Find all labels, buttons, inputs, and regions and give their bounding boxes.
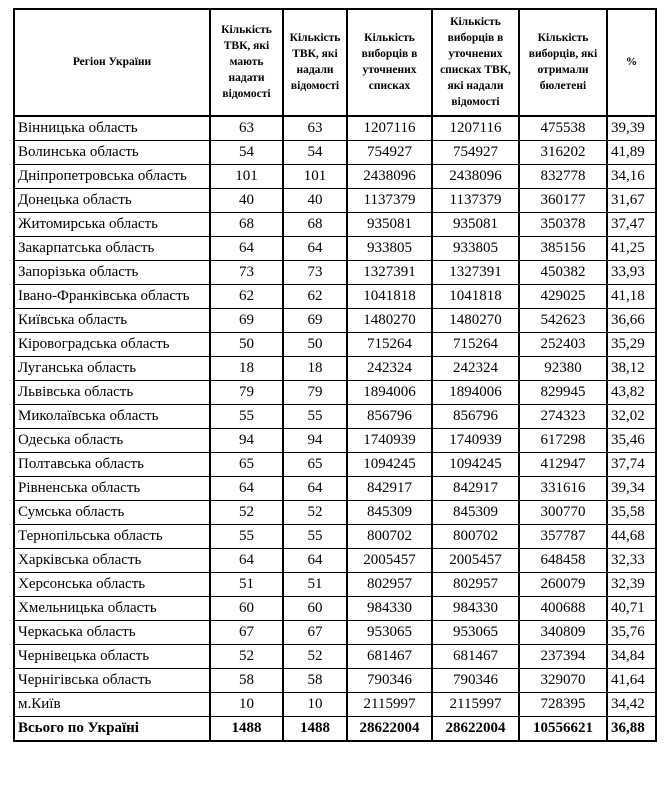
region-cell: Чернівецька область [14,644,210,668]
value-cell: 715264 [347,332,432,356]
value-cell: 802957 [432,572,519,596]
value-cell: 54 [210,140,283,164]
value-cell: 412947 [519,452,607,476]
value-cell: 41,25 [607,236,656,260]
value-cell: 18 [210,356,283,380]
value-cell: 52 [210,500,283,524]
value-cell: 31,67 [607,188,656,212]
value-cell: 92380 [519,356,607,380]
value-cell: 33,93 [607,260,656,284]
region-cell: Вінницька область [14,116,210,141]
value-cell: 34,16 [607,164,656,188]
value-cell: 34,84 [607,644,656,668]
value-cell: 984330 [432,596,519,620]
value-cell: 1488 [283,716,347,741]
value-cell: 39,34 [607,476,656,500]
value-cell: 790346 [432,668,519,692]
table-row [14,620,656,644]
value-cell: 1137379 [347,188,432,212]
value-cell: 51 [210,572,283,596]
value-cell: 1094245 [347,452,432,476]
value-cell: 2438096 [432,164,519,188]
value-cell: 39,39 [607,116,656,141]
region-cell: Запорізька область [14,260,210,284]
value-cell: 10 [210,692,283,716]
value-cell: 67 [283,620,347,644]
value-cell: 1094245 [432,452,519,476]
table-row [14,380,656,404]
value-cell: 36,66 [607,308,656,332]
region-cell: Херсонська область [14,572,210,596]
value-cell: 55 [283,524,347,548]
value-cell: 316202 [519,140,607,164]
value-cell: 329070 [519,668,607,692]
value-cell: 400688 [519,596,607,620]
value-cell: 18 [283,356,347,380]
value-cell: 40,71 [607,596,656,620]
value-cell: 37,47 [607,212,656,236]
value-cell: 802957 [347,572,432,596]
region-cell: Полтавська область [14,452,210,476]
value-cell: 35,76 [607,620,656,644]
value-cell: 54 [283,140,347,164]
value-cell: 715264 [432,332,519,356]
value-cell: 43,82 [607,380,656,404]
region-cell: Луганська область [14,356,210,380]
region-cell: Кіровоградська область [14,332,210,356]
value-cell: 242324 [432,356,519,380]
value-cell: 64 [210,236,283,260]
value-cell: 41,18 [607,284,656,308]
value-cell: 94 [283,428,347,452]
value-cell: 357787 [519,524,607,548]
table-row [14,572,656,596]
value-cell: 60 [283,596,347,620]
table-row [14,644,656,668]
table-row [14,236,656,260]
table-row [14,524,656,548]
value-cell: 51 [283,572,347,596]
column-header-tvk-reported: Кількість ТВК, які надали відомості [283,9,347,116]
value-cell: 845309 [347,500,432,524]
value-cell: 935081 [347,212,432,236]
table-row [14,596,656,620]
value-cell: 32,39 [607,572,656,596]
value-cell: 935081 [432,212,519,236]
value-cell: 1137379 [432,188,519,212]
value-cell: 10556621 [519,716,607,741]
region-cell: Хмельницька область [14,596,210,620]
value-cell: 429025 [519,284,607,308]
value-cell: 1480270 [432,308,519,332]
table-body [14,116,656,741]
region-cell: м.Київ [14,692,210,716]
value-cell: 260079 [519,572,607,596]
value-cell: 62 [210,284,283,308]
column-header-region: Регіон України [14,9,210,116]
value-cell: 41,64 [607,668,656,692]
value-cell: 44,68 [607,524,656,548]
value-cell: 1041818 [432,284,519,308]
column-header-voters-lists: Кількість виборців в уточнених списках [347,9,432,116]
value-cell: 832778 [519,164,607,188]
value-cell: 65 [210,452,283,476]
table-row [14,164,656,188]
value-cell: 10 [283,692,347,716]
value-cell: 63 [283,116,347,141]
value-cell: 64 [210,476,283,500]
value-cell: 681467 [432,644,519,668]
table-row [14,500,656,524]
value-cell: 300770 [519,500,607,524]
table-row [14,404,656,428]
region-cell: Волинська область [14,140,210,164]
value-cell: 37,74 [607,452,656,476]
table-row [14,452,656,476]
value-cell: 35,58 [607,500,656,524]
value-cell: 2115997 [432,692,519,716]
value-cell: 274323 [519,404,607,428]
value-cell: 79 [283,380,347,404]
value-cell: 340809 [519,620,607,644]
value-cell: 242324 [347,356,432,380]
value-cell: 933805 [432,236,519,260]
value-cell: 856796 [432,404,519,428]
value-cell: 252403 [519,332,607,356]
table-row [14,332,656,356]
value-cell: 52 [283,644,347,668]
region-cell: Сумська область [14,500,210,524]
value-cell: 2005457 [347,548,432,572]
value-cell: 60 [210,596,283,620]
table-row [14,356,656,380]
value-cell: 50 [283,332,347,356]
value-cell: 68 [283,212,347,236]
value-cell: 360177 [519,188,607,212]
value-cell: 79 [210,380,283,404]
value-cell: 984330 [347,596,432,620]
column-header-ballots-received: Кількість виборців, які отримали бюлетені [519,9,607,116]
value-cell: 40 [283,188,347,212]
value-cell: 55 [210,524,283,548]
value-cell: 1740939 [432,428,519,452]
value-cell: 73 [283,260,347,284]
table-row [14,308,656,332]
value-cell: 55 [210,404,283,428]
value-cell: 52 [283,500,347,524]
column-header-tvk-expected: Кількість ТВК, які мають надати відомості [210,9,283,116]
value-cell: 1480270 [347,308,432,332]
value-cell: 542623 [519,308,607,332]
value-cell: 40 [210,188,283,212]
value-cell: 63 [210,116,283,141]
region-cell: Донецька область [14,188,210,212]
value-cell: 829945 [519,380,607,404]
value-cell: 2438096 [347,164,432,188]
column-header-percent: % [607,9,656,116]
value-cell: 1327391 [347,260,432,284]
value-cell: 800702 [347,524,432,548]
header-row [14,9,656,116]
value-cell: 64 [210,548,283,572]
value-cell: 237394 [519,644,607,668]
value-cell: 101 [283,164,347,188]
value-cell: 953065 [347,620,432,644]
region-cell: Тернопільська область [14,524,210,548]
total-row [14,716,656,741]
value-cell: 35,46 [607,428,656,452]
value-cell: 845309 [432,500,519,524]
value-cell: 58 [210,668,283,692]
value-cell: 55 [283,404,347,428]
table-row [14,212,656,236]
value-cell: 2005457 [432,548,519,572]
region-cell: Чернігівська область [14,668,210,692]
column-header-voters-reported: Кількість виборців в уточнених списках ТВК, які надали відомості [432,9,519,116]
value-cell: 331616 [519,476,607,500]
total-label-cell: Всього по Україні [14,716,210,741]
value-cell: 28622004 [432,716,519,741]
value-cell: 65 [283,452,347,476]
table-row [14,428,656,452]
region-cell: Київська область [14,308,210,332]
value-cell: 94 [210,428,283,452]
value-cell: 67 [210,620,283,644]
table-row [14,548,656,572]
value-cell: 800702 [432,524,519,548]
region-cell: Миколаївська область [14,404,210,428]
table-row [14,140,656,164]
value-cell: 1894006 [432,380,519,404]
value-cell: 32,33 [607,548,656,572]
value-cell: 450382 [519,260,607,284]
table-header [14,9,656,116]
region-cell: Житомирська область [14,212,210,236]
value-cell: 681467 [347,644,432,668]
region-cell: Закарпатська область [14,236,210,260]
value-cell: 64 [283,548,347,572]
value-cell: 790346 [347,668,432,692]
value-cell: 617298 [519,428,607,452]
value-cell: 64 [283,476,347,500]
region-cell: Львівська область [14,380,210,404]
value-cell: 648458 [519,548,607,572]
value-cell: 73 [210,260,283,284]
value-cell: 933805 [347,236,432,260]
value-cell: 1488 [210,716,283,741]
table-row [14,284,656,308]
value-cell: 41,89 [607,140,656,164]
value-cell: 385156 [519,236,607,260]
table-row [14,188,656,212]
region-cell: Дніпропетровська область [14,164,210,188]
table-row [14,260,656,284]
value-cell: 1894006 [347,380,432,404]
value-cell: 350378 [519,212,607,236]
value-cell: 856796 [347,404,432,428]
value-cell: 842917 [347,476,432,500]
value-cell: 101 [210,164,283,188]
value-cell: 1207116 [432,116,519,141]
value-cell: 58 [283,668,347,692]
value-cell: 69 [210,308,283,332]
value-cell: 1207116 [347,116,432,141]
value-cell: 62 [283,284,347,308]
value-cell: 1327391 [432,260,519,284]
region-cell: Одеська область [14,428,210,452]
region-cell: Черкаська область [14,620,210,644]
region-cell: Івано-Франківська область [14,284,210,308]
value-cell: 1740939 [347,428,432,452]
value-cell: 34,42 [607,692,656,716]
value-cell: 50 [210,332,283,356]
table-row [14,116,656,141]
value-cell: 38,12 [607,356,656,380]
table-row [14,692,656,716]
value-cell: 475538 [519,116,607,141]
value-cell: 754927 [432,140,519,164]
value-cell: 68 [210,212,283,236]
region-cell: Рівненська область [14,476,210,500]
election-results-table [13,8,657,742]
table-row [14,476,656,500]
value-cell: 2115997 [347,692,432,716]
value-cell: 35,29 [607,332,656,356]
value-cell: 754927 [347,140,432,164]
value-cell: 32,02 [607,404,656,428]
value-cell: 728395 [519,692,607,716]
value-cell: 52 [210,644,283,668]
value-cell: 28622004 [347,716,432,741]
value-cell: 1041818 [347,284,432,308]
region-cell: Харківська область [14,548,210,572]
table-row [14,668,656,692]
value-cell: 842917 [432,476,519,500]
value-cell: 64 [283,236,347,260]
value-cell: 36,88 [607,716,656,741]
value-cell: 953065 [432,620,519,644]
value-cell: 69 [283,308,347,332]
